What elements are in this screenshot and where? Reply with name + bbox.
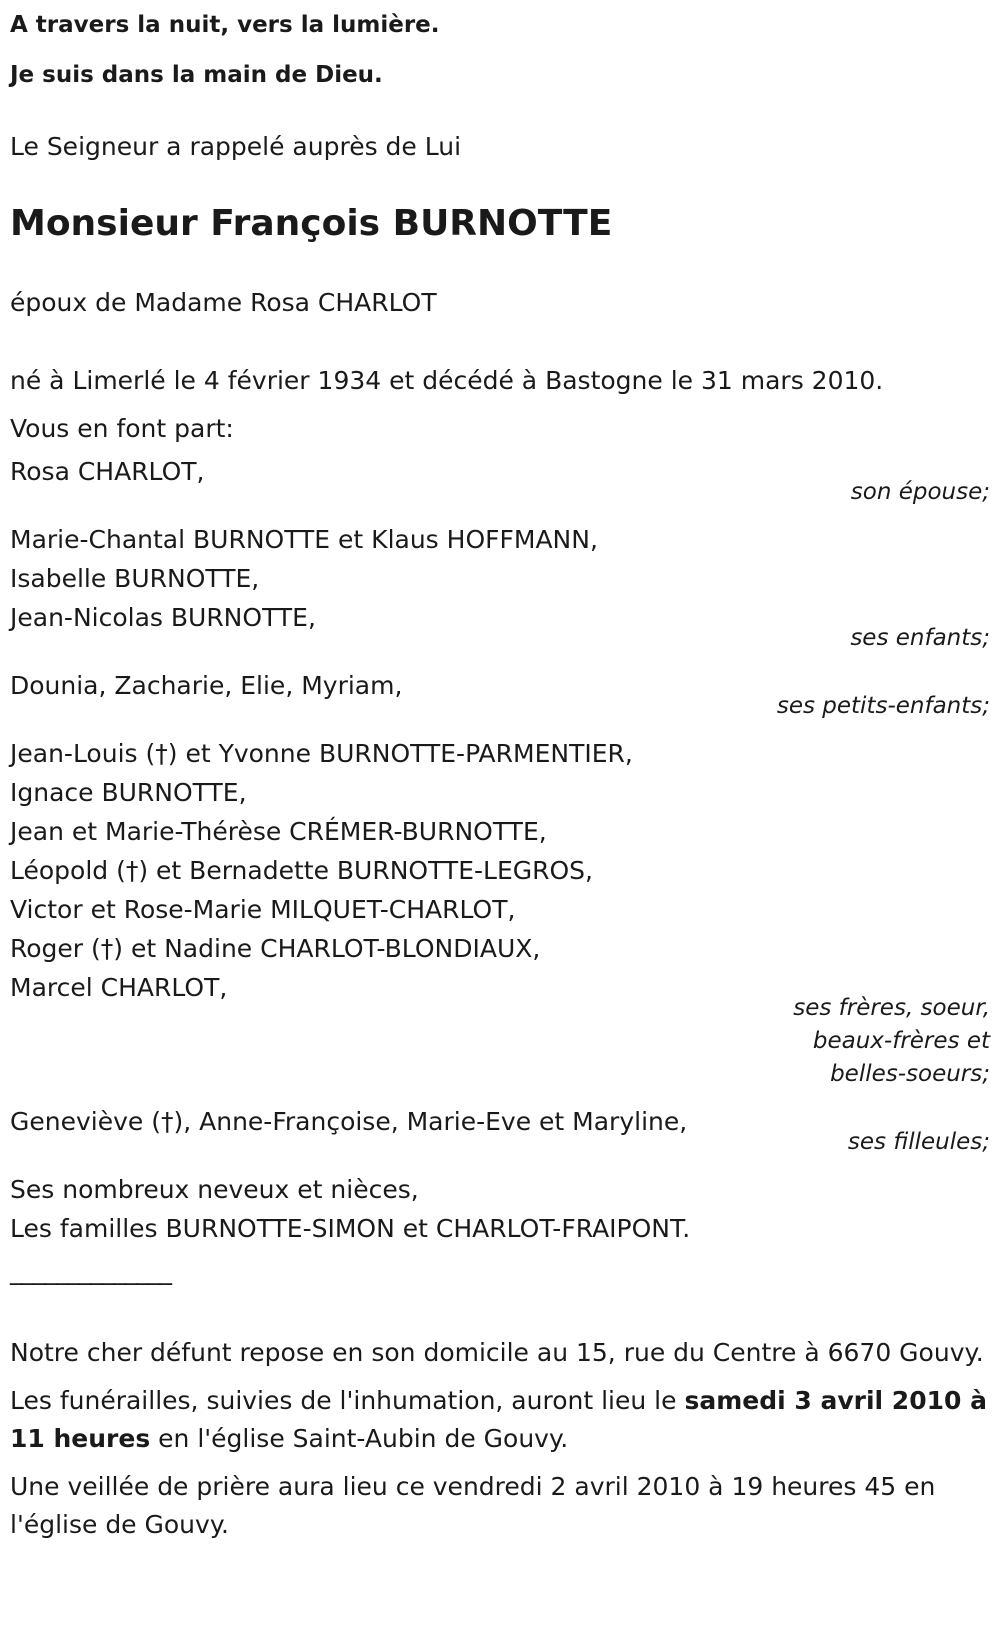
family-role: son épouse;	[850, 479, 990, 505]
family-group-spouse	[10, 452, 990, 512]
family-name-line: Léopold (†) et Bernadette BURNOTTE-LEGROS,	[10, 856, 593, 885]
family-role: beaux-frères et	[812, 1028, 990, 1054]
family-name-line: Marcel CHARLOT,	[10, 973, 228, 1002]
family-group-children	[10, 520, 990, 658]
family-role: ses enfants;	[850, 625, 990, 651]
family-name-line: Jean-Louis (†) et Yvonne BURNOTTE-PARMENTIER,	[10, 739, 633, 768]
repose-paragraph: Notre cher défunt repose en son domicile au 15, rue du Centre à 6670 Gouvy.	[10, 1338, 984, 1367]
family-name-line: Ses nombreux neveux et nièces,	[10, 1175, 419, 1204]
family-name-line: Marie-Chantal BURNOTTE et Klaus HOFFMANN,	[10, 525, 598, 554]
family-role: belles-soeurs;	[830, 1061, 990, 1087]
family-group-grandchildren	[10, 666, 990, 726]
motto-line-2: Je suis dans la main de Dieu.	[10, 62, 383, 88]
family-role: ses filleules;	[847, 1129, 990, 1155]
deceased-name: Monsieur François BURNOTTE	[10, 203, 613, 244]
family-name-line: Ignace BURNOTTE,	[10, 778, 247, 807]
family-name-line: Jean et Marie-Thérèse CRÉMER-BURNOTTE,	[10, 817, 547, 846]
family-name-line: Les familles BURNOTTE-SIMON et CHARLOT-FRAIPONT.	[10, 1214, 691, 1243]
family-group-goddaughters	[10, 1102, 990, 1162]
family-role: ses petits-enfants;	[776, 693, 990, 719]
birth-death-line: né à Limerlé le 4 février 1934 et décédé à Bastogne le 31 mars 2010.	[10, 366, 884, 395]
vigil-paragraph: Une veillée de prière aura lieu ce vendredi 2 avril 2010 à 19 heures 45 en l'église de Gouvy.	[10, 1472, 936, 1539]
family-group-siblings	[10, 734, 990, 1094]
motto-line-1: A travers la nuit, vers la lumière.	[10, 12, 440, 38]
funeral-datetime: samedi 3 avril 2010 à 11 heures	[10, 1386, 987, 1453]
announce-line: Vous en font part:	[10, 414, 234, 443]
family-role: ses frères, soeur,	[793, 995, 990, 1021]
family-name-line: Rosa CHARLOT,	[10, 457, 205, 486]
family-name-line: Victor et Rose-Marie MILQUET-CHARLOT,	[10, 895, 516, 924]
family-name-line: Isabelle BURNOTTE,	[10, 564, 260, 593]
family-group-others	[10, 1170, 990, 1248]
funeral-suffix: en l'église Saint-Aubin de Gouvy.	[150, 1424, 569, 1453]
spouse-line: époux de Madame Rosa CHARLOT	[10, 288, 437, 317]
family-name-line: Roger (†) et Nadine CHARLOT-BLONDIAUX,	[10, 934, 541, 963]
family-name-line: Dounia, Zacharie, Elie, Myriam,	[10, 671, 403, 700]
family-name-line: Geneviève (†), Anne-Françoise, Marie-Eve et Maryline,	[10, 1107, 688, 1136]
funeral-paragraph	[10, 1382, 990, 1458]
separator-line: ______________	[10, 1256, 171, 1285]
funeral-prefix: Les funérailles, suivies de l'inhumation, auront lieu le	[10, 1386, 685, 1415]
intro-text: Le Seigneur a rappelé auprès de Lui	[10, 132, 462, 161]
family-name-line: Jean-Nicolas BURNOTTE,	[10, 603, 316, 632]
